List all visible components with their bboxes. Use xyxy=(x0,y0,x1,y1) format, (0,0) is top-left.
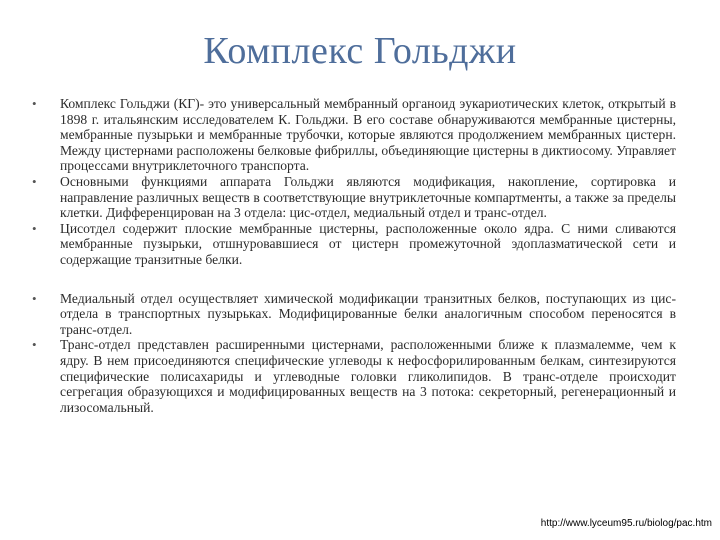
bullet-dot: • xyxy=(32,337,37,353)
bullet-text: Медиальный отдел осуществляет химической модификации транзитных белков, поступающих из цис-отдела в транспортных пузырьках. Модифицированные белки аналогичным способом переносятся в транс-отдел. xyxy=(60,290,676,337)
bullet-item-cis-section xyxy=(32,221,676,268)
bullet-dot: • xyxy=(32,96,37,111)
bullet-dot: • xyxy=(32,220,37,236)
bullet-text: Комплекс Гольджи (КГ)- это универсальный мембранный органоид эукариотических клеток, открытый в 1898 г. итальянским исследователем К. Гольджи. В его составе обнаруживаются мембранные цистерны, мембранные пузырьки и мембранные трубочки, которые являются продолжением мембранных цистерн. Между цистернами расположены белковые фибриллы, объединяющие цистерны в диктиосому. Управляет процессами внутриклеточного транспорта. xyxy=(60,96,676,174)
bullet-dot: • xyxy=(32,173,37,189)
bullet-text: Транс-отдел представлен расширенными цистернами, расположенными ближе к плазмалемме, чем к ядру. В нем присоединяются специфические углеводы к нефосфорилированным белкам, синтезируются специфические полисахариды и углеводные головки гликолипидов. В транс-отделе происходит сегрегация образующихся и модифицированных веществ на 3 потока: секреторный, регенерационный и лизосомальный. xyxy=(60,337,676,415)
bullet-item-medial-section xyxy=(32,291,676,338)
bullet-dot: • xyxy=(32,290,37,306)
slide-title: Комплекс Гольджи xyxy=(203,30,517,72)
bullet-item-trans-section xyxy=(32,337,676,415)
bullet-item-golgi-intro xyxy=(32,96,676,174)
bullet-item-functions xyxy=(32,174,676,221)
bullet-text: Основными функциями аппарата Гольджи являются модификация, накопление, сортировка и направление различных веществ в соответствующие внутриклеточные компартменты, а также за пределы клетки. Дифференцирован на 3 отдела: цис-отдел, медиальный отдел и транс-отдел. xyxy=(60,173,676,221)
bullet-list xyxy=(32,96,676,415)
bullet-text: Цисотдел содержит плоские мембранные цистерны, расположенные около ядра. С ними сливаются мембранные пузырьки, отшнуровавшиеся от цистерн промежуточной эдоплазматической сети и содержащие транзитные белки. xyxy=(60,220,676,267)
source-link[interactable]: http://www.lyceum95.ru/biolog/pac.htm xyxy=(540,518,712,529)
